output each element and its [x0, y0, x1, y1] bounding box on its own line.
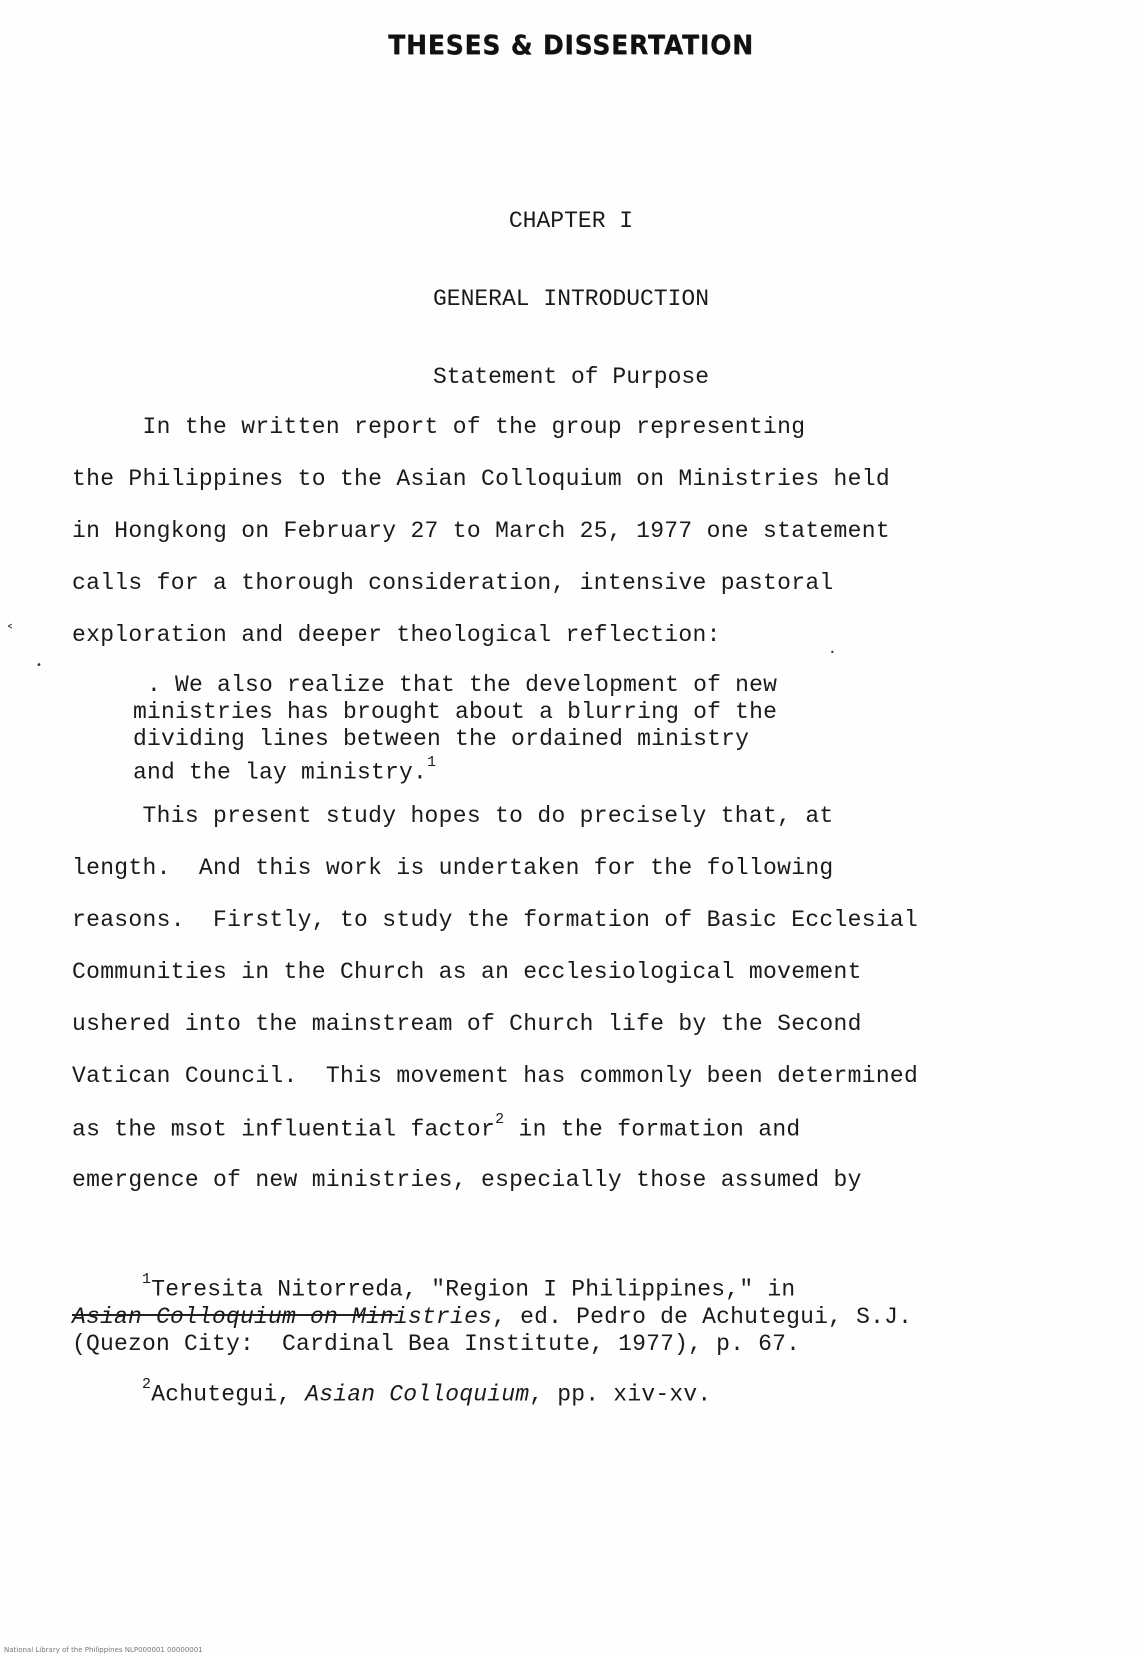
section-heading: Statement of Purpose — [432, 364, 710, 390]
paragraph-line: Vatican Council. This movement has commonly been determined — [72, 1063, 919, 1089]
scan-footer: National Library of the Philippines NLP000001 00000001 — [4, 1646, 203, 1654]
paragraph-text: as the msot influential factor — [72, 1116, 496, 1143]
paragraph-line: This present study hopes to do precisely that, at — [72, 803, 834, 829]
footnote-marker-1: 1 — [427, 754, 437, 771]
paragraph-text: in the formation and — [504, 1116, 801, 1143]
footnote-2-rest: , pp. xiv-xv. — [529, 1381, 712, 1408]
footnote-1-line3: (Quezon City: Cardinal Bea Institute, 1977), p. 67. — [72, 1330, 801, 1357]
scan-dot-icon: • — [36, 660, 42, 671]
footnote-2 — [72, 1375, 711, 1409]
paragraph-line: exploration and deeper theological reflection: — [72, 622, 721, 648]
footnote-1 — [72, 1270, 912, 1358]
chapter-title: GENERAL INTRODUCTION — [432, 286, 710, 312]
paragraph-line: Communities in the Church as an ecclesiological movement — [72, 959, 862, 985]
footnote-1-title: Asian Colloquium on Ministries — [72, 1303, 493, 1330]
scan-mark-icon: ˂ — [6, 622, 14, 641]
footnote-1-line2: , ed. Pedro de Achutegui, S.J. — [492, 1303, 913, 1330]
paragraph-line: length. And this work is undertaken for the following — [72, 855, 834, 881]
paragraph-line: calls for a thorough consideration, intensive pastoral — [72, 570, 834, 596]
paragraph-line — [72, 1111, 801, 1143]
paragraph-line: In the written report of the group representing — [72, 414, 806, 440]
footnote-2-title: Asian Colloquium — [305, 1381, 530, 1408]
scan-dot-icon: • — [830, 648, 835, 657]
footnote-1-line1: Teresita Nitorreda, "Region I Philippines," in — [151, 1276, 796, 1303]
paragraph-line: the Philippines to the Asian Colloquium on Ministries held — [72, 466, 890, 492]
block-quote-line: ministries has brought about a blurring of the — [133, 699, 778, 725]
footnote-marker-2: 2 — [495, 1111, 505, 1128]
footnote-1-number: 1 — [142, 1271, 152, 1288]
paragraph-line: in Hongkong on February 27 to March 25, 1977 one statement — [72, 518, 890, 544]
footnote-2-number: 2 — [142, 1376, 152, 1393]
block-quote-line: . We also realize that the development of new — [133, 672, 778, 698]
chapter-number: CHAPTER I — [508, 208, 634, 234]
block-quote-text: and the lay ministry. — [133, 759, 428, 786]
block-quote-line: dividing lines between the ordained ministry — [133, 726, 750, 752]
paragraph-line: emergence of new ministries, especially those assumed by — [72, 1167, 862, 1193]
theses-dissertation-stamp: THESES & DISSERTATION — [388, 30, 754, 61]
block-quote-line — [133, 753, 436, 787]
footnote-2-author: Achutegui, — [151, 1381, 306, 1408]
paragraph-line: reasons. Firstly, to study the formation of Basic Ecclesial — [72, 907, 919, 933]
paragraph-line: ushered into the mainstream of Church life by the Second — [72, 1011, 862, 1037]
